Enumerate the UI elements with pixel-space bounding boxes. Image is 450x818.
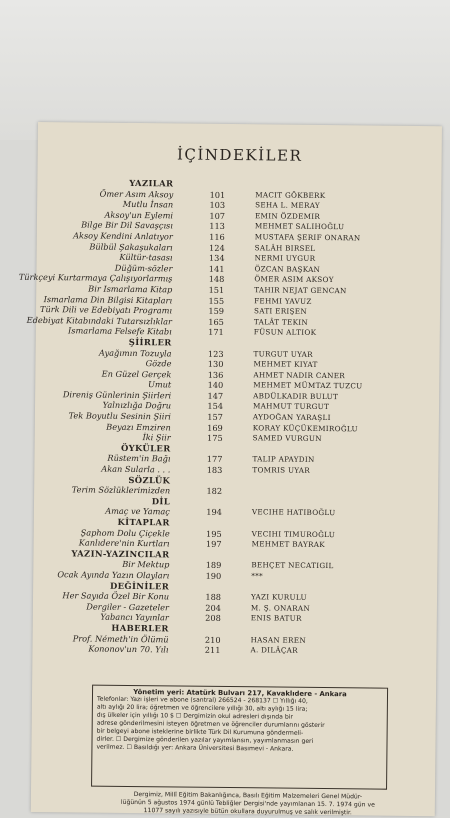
info-line: adrese gönderilmesini isteyen öğretmen ve öğrenciler durumlarını gösterir <box>96 719 325 730</box>
entry-title: Türk Dili ve Edebiyatı Programı <box>39 304 173 316</box>
entry-author: MAHMUT TURGUT <box>252 401 330 412</box>
info-line: dirler. ☐ Dergimize gönderilen yazılar yayımlansın, yayımlanmasın geri <box>96 735 314 745</box>
entry-title: En Güzel Gerçek <box>101 368 172 380</box>
entry-title: Aksoy'un Eylemi <box>104 209 174 221</box>
entry-title: Bilge Bir Dil Savaşçısı <box>81 219 173 231</box>
entry-page: 136 <box>207 369 224 380</box>
footer-line: lüğünün 5 ağustos 1974 günlü Tebliğler Dergisi'nde yayımlanan 15. 7. 1974 gün ve <box>120 798 375 809</box>
section-heading-label: ÖYKÜLER <box>120 442 171 454</box>
entry-author: TALIP APAYDIN <box>252 454 315 465</box>
section-heading-label: ŞİİRLER <box>128 336 172 348</box>
info-line: verilmez. ☐ Basıldığı yer: Ankara Üniversitesi Basımevi - Ankara. <box>96 743 294 753</box>
magazine-page <box>18 122 442 817</box>
entry-page: 141 <box>208 263 225 274</box>
background-surface <box>0 0 450 140</box>
entry-author: NERMI UYGUR <box>254 253 316 264</box>
entry-title: Ömer Asım Aksoy <box>99 188 174 200</box>
entry-page: 154 <box>207 401 224 412</box>
entry-author: SEHA L. MERAY <box>255 200 321 211</box>
entry-page: 177 <box>206 454 223 465</box>
entry-author: TALÂT TEKIN <box>253 316 309 327</box>
entry-title: Ismarlama Felsefe Kitabı <box>68 325 172 337</box>
entry-page: 190 <box>205 570 222 581</box>
entry-title: Kanlıdere'nin Kurtları <box>78 537 170 549</box>
info-line: Telefonlar: Yazı işleri ve abone (santral) 266524 - 268137 ☐ Yıllığı 40, <box>96 695 308 705</box>
entry-author: SALÂH BIRSEL <box>254 242 316 253</box>
entry-page: 175 <box>207 433 223 444</box>
entry-page: 182 <box>206 486 223 497</box>
entry-page: 148 <box>208 274 225 285</box>
entry-page: 197 <box>205 538 222 550</box>
entry-title: Beyazı Emziren <box>106 421 171 433</box>
entry-title: Yabancı Yayınlar <box>100 612 169 623</box>
entry-author: TOMRIS UYAR <box>252 465 311 475</box>
entry-author: FÜSUN ALTIOK <box>253 327 317 338</box>
entry-author: MACIT GÖKBERK <box>255 189 326 200</box>
entry-author: TAHIR NEJAT GENCAN <box>254 285 347 296</box>
entry-page: 195 <box>206 528 222 539</box>
entry-page: 101 <box>209 189 226 200</box>
entry-page: 189 <box>205 560 222 571</box>
entry-title: İki Şiir <box>142 432 171 443</box>
entry-title: Akan Sularla . . . <box>101 463 171 475</box>
entry-title: Direniş Günlerinin Şiirleri <box>62 389 172 401</box>
publication-info-box <box>91 685 388 790</box>
entry-title: Prof. Németh'in Ölümü <box>72 632 169 644</box>
entry-page: 123 <box>207 348 224 359</box>
entry-title: Gözde <box>145 358 172 369</box>
entry-title: Kültür-tasası <box>119 252 173 263</box>
entry-page: 188 <box>205 591 222 603</box>
entry-page: 183 <box>206 464 223 475</box>
entry-page: 140 <box>207 380 224 391</box>
entry-page: 124 <box>209 242 225 253</box>
entry-title: Terim Sözlüklerimizden <box>71 484 171 496</box>
entry-page: 157 <box>207 411 223 423</box>
entry-page: 116 <box>209 231 225 242</box>
entry-author: EMIN ÖZDEMIR <box>254 211 321 221</box>
info-line: altı aylığı 20 lira; öğretmen ve öğrencilere yıllığı 30, altı aylığı 15 lira; <box>96 703 308 713</box>
entry-title: Aksoy Kendini Anlatıyor <box>73 230 173 242</box>
entry-title: Kononov'un 70. Yılı <box>88 643 169 655</box>
section-heading-label: DEĞİNİLER <box>109 580 170 591</box>
entry-author: MEHMET SALIHOĞLU <box>254 221 345 232</box>
entry-author: HASAN EREN <box>250 634 306 645</box>
entry-page: 204 <box>205 602 221 613</box>
entry-page: 155 <box>208 295 225 306</box>
entry-title: Her Sayıda Özel Bir Konu <box>62 590 170 602</box>
entry-page: 208 <box>205 613 221 624</box>
entry-title: Bir Mektup <box>122 559 170 570</box>
entry-title: Mutlu İnsan <box>122 199 174 210</box>
entry-page: 151 <box>208 284 225 295</box>
entry-author: MEHMET MÜMTAZ TUZCU <box>253 380 363 391</box>
entry-title: Bülbül Şakaşukaları <box>89 241 173 252</box>
entry-title: Ayağımın Tozuyla <box>98 347 172 358</box>
entry-page: 130 <box>207 358 224 370</box>
entry-author: *** <box>251 571 263 581</box>
entry-page: 169 <box>207 422 223 433</box>
entry-title: Umut <box>147 379 172 390</box>
entry-page: 134 <box>208 252 225 264</box>
entry-page: 165 <box>208 316 224 327</box>
entry-page: 147 <box>207 390 224 401</box>
section-heading-label: HABERLER <box>111 622 169 634</box>
entry-author: A. DILÂÇAR <box>250 645 298 655</box>
entry-page: 159 <box>208 305 225 317</box>
entry-author: KORAY KÜÇÜKEMIROĞLU <box>252 422 358 434</box>
entry-author: MEHMET BAYRAK <box>251 539 325 550</box>
entry-author: AHMET NADIR CANER <box>253 369 346 380</box>
footer-line: Dergimiz, Millî Eğitim Bakanlığınca, Basılı Eğitim Malzemeleri Genel Müdür- <box>133 791 363 801</box>
info-line: bir belgeyi abone isteklerine birlikte Türk Dil Kurumuna göndermeli- <box>96 727 304 737</box>
entry-title: Rüstem'in Bağı <box>107 453 171 464</box>
entry-author: FEHMI YAVUZ <box>254 295 312 306</box>
section-heading-label: YAZILAR <box>129 177 174 189</box>
entry-page: 113 <box>209 221 225 232</box>
entry-author: AYDOĞAN YARAŞLI <box>252 412 331 423</box>
entry-title: Şaphom Dolu Çiçekle <box>80 527 170 538</box>
entry-title: Türkçeyi Kurtarmaya Çalışıyorlarmış <box>18 272 173 284</box>
table-of-contents <box>18 177 441 658</box>
entry-title: Yalnızlığa Doğru <box>102 400 172 411</box>
footer-note <box>83 791 413 818</box>
entry-page: 107 <box>209 210 226 221</box>
section-heading-label: YAZIN-YAZINCILAR <box>71 548 170 560</box>
entry-author: ÖZCAN BAŞKAN <box>254 264 321 274</box>
entry-title: Düğüm-sözler <box>114 262 173 274</box>
entry-page: 103 <box>209 199 226 211</box>
entry-title: Ocak Ayında Yazın Olayları <box>57 569 170 581</box>
footer-line: 11077 sayılı yazısıyle bütün okullara duyurulmuş ve salık verilmiştir. <box>143 807 352 817</box>
entry-author: YAZI KURULU <box>250 592 307 602</box>
entry-title: Amaç ve Yamaç <box>105 506 170 517</box>
info-heading: Yönetim yeri: Atatürk Bulvarı 217, Kavaklıdere - Ankara <box>133 688 347 699</box>
entry-author: ABDÜLKADIR BULUT <box>253 391 339 402</box>
entry-title: Edebiyat Kitabındaki Tutarsızlıklar <box>26 314 172 327</box>
page-title: İÇİNDEKİLER <box>176 145 303 165</box>
entry-author: VECIHI TIMUROĞLU <box>251 528 336 539</box>
entry-page: 211 <box>204 644 221 656</box>
entry-page: 171 <box>208 327 224 338</box>
entry-page: 210 <box>204 634 221 645</box>
entry-author: SATI ERIŞEN <box>253 306 307 316</box>
entry-author: BEHÇET NECATIGIL <box>251 560 334 571</box>
entry-author: SAMED VURGUN <box>252 433 322 444</box>
entry-author: VECIHE HATIBOĞLU <box>251 507 336 518</box>
entry-author: ÖMER ASIM AKSOY <box>254 274 334 285</box>
entry-author: MEHMET KIYAT <box>253 359 318 370</box>
section-heading-label: SÖZLÜK <box>128 474 171 486</box>
entry-title: Dergiler - Gazeteler <box>86 601 169 613</box>
entry-title: Ismarlama Din Bilgisi Kitapları <box>43 293 173 305</box>
entry-author: M. Ş. ONARAN <box>250 603 311 613</box>
entry-author: TURGUT UYAR <box>253 348 313 359</box>
section-heading-label: DİL <box>151 496 171 507</box>
entry-title: Bir Ismarlama Kitap <box>88 283 173 295</box>
entry-author: MUSTAFA ŞERIF ONARAN <box>254 232 361 243</box>
info-line: dış ülkeler için yıllığı 10 $ ☐ Dergimizin okul adresleri dışında bir <box>96 711 293 721</box>
entry-title: Tek Boyutlu Sesinin Şiiri <box>68 410 171 422</box>
entry-page: 194 <box>206 507 222 518</box>
entry-author: ENIS BATUR <box>250 613 302 624</box>
section-heading-label: KİTAPLAR <box>117 516 170 528</box>
